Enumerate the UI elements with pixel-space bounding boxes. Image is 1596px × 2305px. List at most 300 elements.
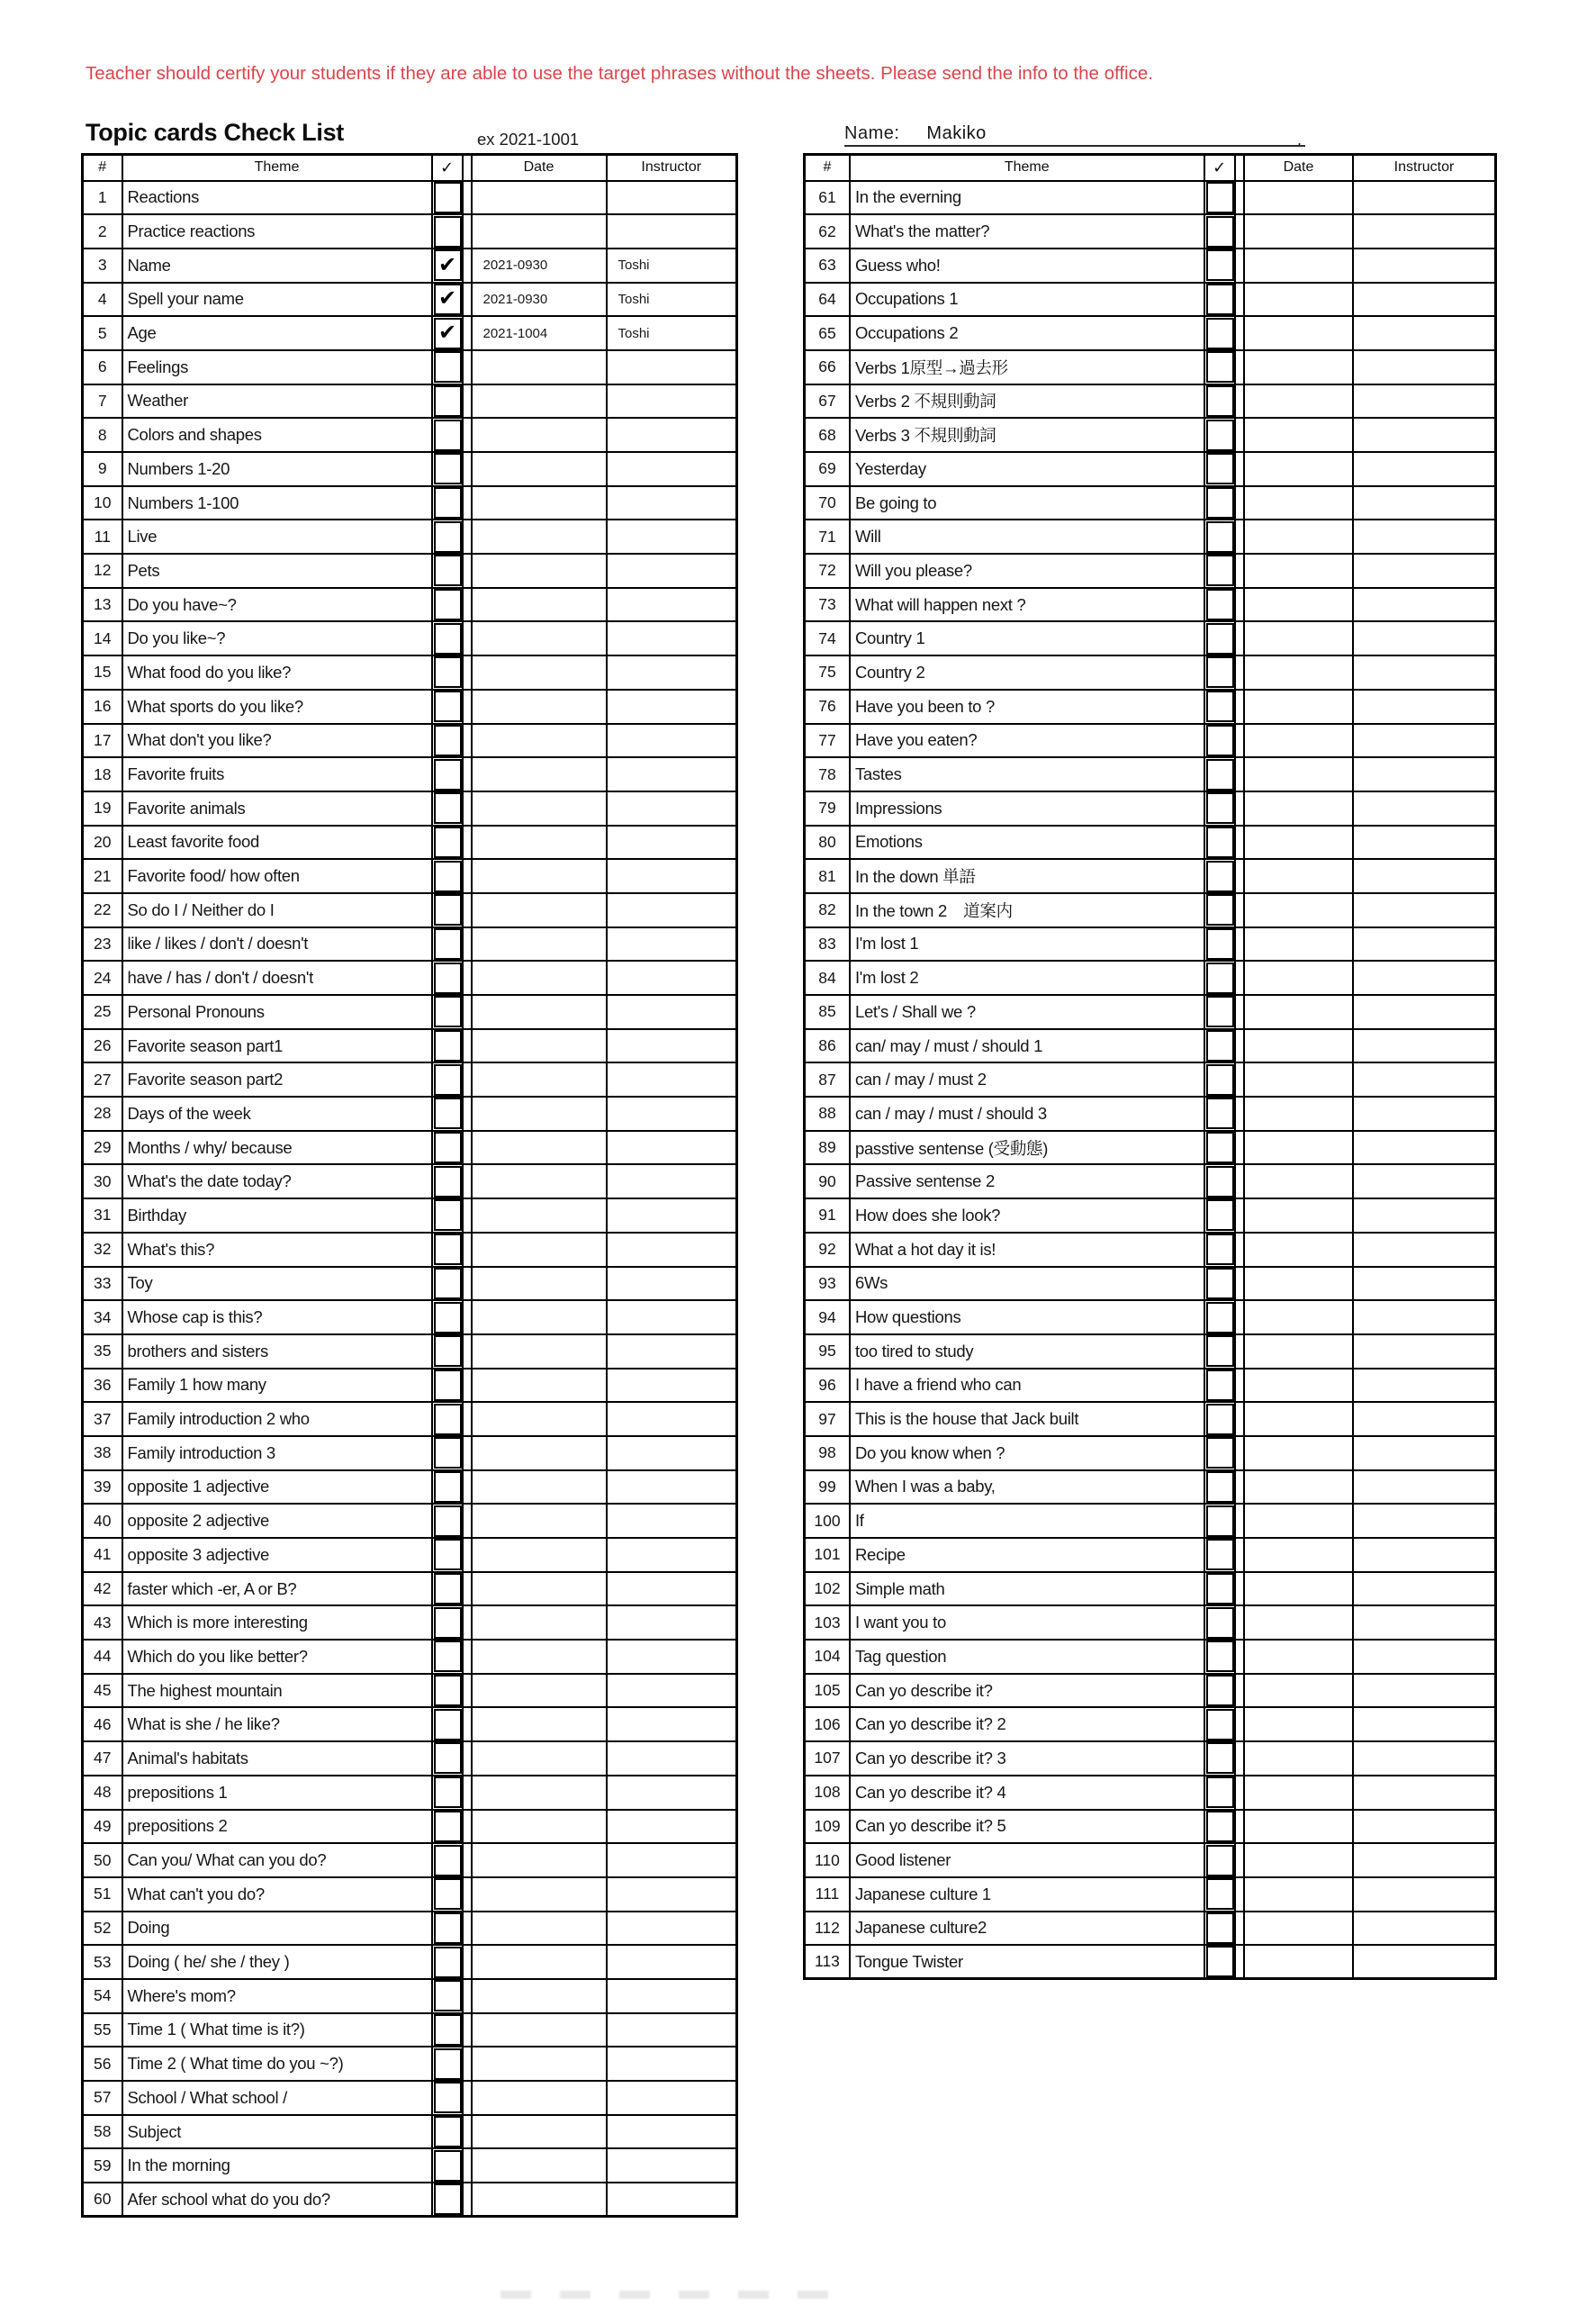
instructor-cell bbox=[607, 724, 737, 758]
gap-cell bbox=[463, 214, 472, 249]
checkbox bbox=[434, 1709, 462, 1740]
instructor-cell bbox=[1353, 316, 1495, 350]
checkbox bbox=[434, 487, 462, 519]
checkbox bbox=[434, 1335, 462, 1367]
theme-cell: Reactions bbox=[122, 181, 432, 215]
checkbox bbox=[1206, 861, 1234, 892]
row-number: 105 bbox=[805, 1674, 850, 1708]
row-number: 111 bbox=[805, 1877, 850, 1912]
checkbox bbox=[1206, 420, 1234, 451]
row-number: 74 bbox=[805, 621, 850, 655]
checkbox bbox=[1206, 1709, 1234, 1740]
check-cell bbox=[432, 621, 463, 655]
instructor-cell bbox=[1353, 791, 1495, 826]
checkbox bbox=[1206, 1268, 1234, 1299]
checkbox bbox=[1206, 1607, 1234, 1639]
date-cell bbox=[472, 1776, 607, 1810]
row-number: 57 bbox=[83, 2081, 122, 2115]
table-row bbox=[805, 1674, 1496, 1708]
instructor-cell bbox=[607, 1334, 737, 1369]
check-cell bbox=[1204, 1912, 1235, 1946]
instructor-cell bbox=[1353, 384, 1495, 419]
gap-cell bbox=[463, 859, 472, 893]
gap-cell bbox=[463, 1402, 472, 1436]
checkbox bbox=[1206, 385, 1234, 417]
instructor-cell bbox=[1353, 1402, 1495, 1436]
table-row bbox=[83, 1945, 737, 1979]
instructor-cell bbox=[607, 2081, 737, 2115]
table-row bbox=[83, 927, 737, 962]
row-number: 90 bbox=[805, 1164, 850, 1198]
row-number: 68 bbox=[805, 418, 850, 452]
date-cell bbox=[1244, 1300, 1353, 1334]
gap-cell bbox=[463, 1674, 472, 1708]
checkbox bbox=[1206, 1845, 1234, 1876]
theme-cell: Live bbox=[122, 520, 432, 554]
date-cell bbox=[1244, 418, 1353, 452]
gap-cell bbox=[463, 1164, 472, 1198]
table-row bbox=[805, 655, 1496, 690]
row-number: 87 bbox=[805, 1062, 850, 1097]
check-cell bbox=[432, 1605, 463, 1640]
check-cell bbox=[432, 859, 463, 893]
row-number: 55 bbox=[83, 2013, 122, 2047]
gap-cell bbox=[1235, 1334, 1244, 1369]
instructor-cell bbox=[1353, 1538, 1495, 1572]
gap-cell bbox=[463, 1267, 472, 1301]
checkbox bbox=[1206, 555, 1234, 586]
date-cell bbox=[472, 486, 607, 520]
check-cell bbox=[432, 791, 463, 826]
instructor-cell bbox=[607, 1504, 737, 1538]
checkbox bbox=[1206, 1505, 1234, 1537]
instructor-cell bbox=[607, 1062, 737, 1097]
check-cell bbox=[432, 1369, 463, 1403]
check-cell bbox=[1204, 520, 1235, 554]
table-row bbox=[805, 1605, 1496, 1640]
date-cell bbox=[1244, 486, 1353, 520]
checkbox bbox=[434, 827, 462, 858]
instructor-cell bbox=[607, 181, 737, 215]
gap-cell bbox=[1235, 1605, 1244, 1640]
instructor-cell bbox=[607, 1097, 737, 1131]
checkbox bbox=[434, 1776, 462, 1808]
checkbox bbox=[1206, 182, 1234, 213]
date-cell: 2021-1004 bbox=[472, 316, 607, 350]
date-cell bbox=[1244, 1062, 1353, 1097]
theme-cell: How questions bbox=[850, 1300, 1204, 1334]
date-cell bbox=[472, 2148, 607, 2183]
gap-cell bbox=[1235, 1164, 1244, 1198]
check-cell bbox=[1204, 554, 1235, 588]
row-number: 96 bbox=[805, 1369, 850, 1403]
row-number: 6 bbox=[83, 350, 122, 384]
date-cell bbox=[1244, 1470, 1353, 1505]
instructor-cell bbox=[607, 961, 737, 995]
table-row bbox=[805, 1741, 1496, 1776]
row-number: 101 bbox=[805, 1538, 850, 1572]
row-number: 102 bbox=[805, 1572, 850, 1606]
instructor-cell bbox=[607, 1300, 737, 1334]
theme-cell: Have you been to ? bbox=[850, 690, 1204, 724]
table-row bbox=[805, 1334, 1496, 1369]
gap-cell bbox=[1235, 927, 1244, 962]
table-row bbox=[805, 1233, 1496, 1267]
date-cell bbox=[1244, 927, 1353, 962]
gap-cell bbox=[463, 1369, 472, 1403]
theme-cell: prepositions 2 bbox=[122, 1810, 432, 1844]
table-row bbox=[83, 350, 737, 384]
gap-cell bbox=[1235, 1776, 1244, 1810]
row-number: 86 bbox=[805, 1029, 850, 1063]
table-row bbox=[805, 621, 1496, 655]
check-cell bbox=[1204, 249, 1235, 283]
instructor-cell bbox=[607, 995, 737, 1029]
theme-cell: So do I / Neither do I bbox=[122, 893, 432, 927]
gap-cell bbox=[1235, 1572, 1244, 1606]
gap-cell bbox=[1235, 859, 1244, 893]
checkbox bbox=[1206, 1675, 1234, 1706]
certify-notice-text: Teacher should certify your students if they are able to use the target phrases without the sheets. Please send the info to the office. bbox=[86, 63, 1153, 84]
theme-cell: Time 1 ( What time is it?) bbox=[122, 2013, 432, 2047]
date-cell bbox=[1244, 1538, 1353, 1572]
row-number: 91 bbox=[805, 1198, 850, 1233]
instructor-cell bbox=[607, 1267, 737, 1301]
theme-cell: can / may / must 2 bbox=[850, 1062, 1204, 1097]
table-row bbox=[83, 1436, 737, 1470]
checkbox bbox=[1206, 1742, 1234, 1774]
instructor-cell bbox=[607, 1131, 737, 1165]
check-cell bbox=[432, 1131, 463, 1165]
date-cell bbox=[1244, 791, 1353, 826]
checkbox bbox=[434, 656, 462, 688]
checkbox bbox=[1206, 1946, 1234, 1977]
gap-cell bbox=[1235, 520, 1244, 554]
table-row bbox=[805, 1945, 1496, 1979]
instructor-cell bbox=[1353, 1097, 1495, 1131]
instructor-cell bbox=[607, 1707, 737, 1741]
checkbox bbox=[1206, 1030, 1234, 1062]
checkbox bbox=[434, 1641, 462, 1672]
table-row bbox=[805, 588, 1496, 622]
checkbox bbox=[434, 453, 462, 484]
row-number: 14 bbox=[83, 621, 122, 655]
check-cell bbox=[432, 995, 463, 1029]
gap-cell bbox=[1235, 1300, 1244, 1334]
table-row bbox=[805, 1402, 1496, 1436]
theme-cell: Numbers 1-100 bbox=[122, 486, 432, 520]
row-number: 16 bbox=[83, 690, 122, 724]
instructor-cell bbox=[1353, 1741, 1495, 1776]
table-row bbox=[805, 181, 1496, 215]
check-cell bbox=[432, 2047, 463, 2081]
table-row bbox=[805, 418, 1496, 452]
checkbox bbox=[434, 1132, 462, 1163]
instructor-cell bbox=[607, 2047, 737, 2081]
table-row bbox=[83, 655, 737, 690]
gap-cell bbox=[1235, 1436, 1244, 1470]
gap-cell bbox=[1235, 1810, 1244, 1844]
checkbox bbox=[434, 1539, 462, 1570]
row-number: 67 bbox=[805, 384, 850, 419]
instructor-cell bbox=[607, 2013, 737, 2047]
column-header-theme: Theme bbox=[850, 155, 1204, 181]
instructor-cell bbox=[1353, 1029, 1495, 1063]
instructor-cell bbox=[607, 621, 737, 655]
date-cell bbox=[1244, 859, 1353, 893]
row-number: 78 bbox=[805, 757, 850, 791]
row-number: 69 bbox=[805, 452, 850, 486]
gap-cell bbox=[463, 350, 472, 384]
date-cell bbox=[1244, 1504, 1353, 1538]
check-cell bbox=[1204, 1369, 1235, 1403]
theme-cell: In the down 単語 bbox=[850, 859, 1204, 893]
date-cell bbox=[472, 1164, 607, 1198]
gap-cell bbox=[1235, 621, 1244, 655]
table-row bbox=[805, 486, 1496, 520]
theme-cell: Can yo describe it? 3 bbox=[850, 1741, 1204, 1776]
check-cell bbox=[432, 181, 463, 215]
date-cell bbox=[1244, 1436, 1353, 1470]
instructor-cell bbox=[607, 655, 737, 690]
checkbox bbox=[434, 1811, 462, 1842]
row-number: 34 bbox=[83, 1300, 122, 1334]
instructor-cell bbox=[607, 2183, 737, 2217]
date-cell bbox=[1244, 1267, 1353, 1301]
theme-cell: Emotions bbox=[850, 826, 1204, 860]
date-cell bbox=[472, 554, 607, 588]
gap-cell bbox=[1235, 1843, 1244, 1877]
check-cell bbox=[1204, 1131, 1235, 1165]
instructor-cell bbox=[607, 452, 737, 486]
gap-cell bbox=[1235, 486, 1244, 520]
instructor-cell bbox=[1353, 418, 1495, 452]
instructor-cell bbox=[1353, 1776, 1495, 1810]
table-row bbox=[805, 961, 1496, 995]
row-number: 65 bbox=[805, 316, 850, 350]
checkbox bbox=[434, 1607, 462, 1639]
checkbox: ✔ bbox=[434, 284, 462, 315]
checkbox bbox=[434, 1947, 462, 1978]
date-cell bbox=[472, 384, 607, 419]
table-row bbox=[83, 826, 737, 860]
instructor-cell bbox=[607, 520, 737, 554]
theme-cell: Colors and shapes bbox=[122, 418, 432, 452]
date-cell bbox=[472, 1436, 607, 1470]
checkbox bbox=[434, 1437, 462, 1469]
theme-cell: Practice reactions bbox=[122, 214, 432, 249]
date-cell bbox=[472, 1945, 607, 1979]
date-cell bbox=[1244, 995, 1353, 1029]
table-row bbox=[805, 1538, 1496, 1572]
instructor-cell bbox=[607, 690, 737, 724]
date-cell bbox=[1244, 283, 1353, 317]
checkbox bbox=[434, 1878, 462, 1910]
check-cell bbox=[432, 1267, 463, 1301]
date-cell bbox=[472, 995, 607, 1029]
table-row bbox=[805, 452, 1496, 486]
checklist-table-right bbox=[803, 153, 1497, 1980]
column-gap bbox=[1235, 155, 1244, 181]
column-header-instructor: Instructor bbox=[1353, 155, 1495, 181]
row-number: 56 bbox=[83, 2047, 122, 2081]
check-cell bbox=[432, 214, 463, 249]
table-row bbox=[83, 1605, 737, 1640]
date-cell bbox=[1244, 1334, 1353, 1369]
instructor-cell bbox=[607, 1979, 737, 2013]
date-cell bbox=[1244, 826, 1353, 860]
checkbox bbox=[1206, 1335, 1234, 1367]
gap-cell bbox=[1235, 1707, 1244, 1741]
date-cell bbox=[472, 2081, 607, 2115]
row-number: 23 bbox=[83, 927, 122, 962]
theme-cell: In the town 2 道案内 bbox=[850, 893, 1204, 927]
row-number: 21 bbox=[83, 859, 122, 893]
check-cell bbox=[432, 350, 463, 384]
checkbox bbox=[434, 1166, 462, 1198]
gap-cell bbox=[463, 1979, 472, 2013]
row-number: 29 bbox=[83, 1131, 122, 1165]
check-cell bbox=[432, 1707, 463, 1741]
table-row bbox=[805, 927, 1496, 962]
row-number: 61 bbox=[805, 181, 850, 215]
check-cell bbox=[1204, 384, 1235, 419]
theme-cell: Japanese culture2 bbox=[850, 1912, 1204, 1946]
instructor-cell bbox=[607, 1538, 737, 1572]
theme-cell: What's this? bbox=[122, 1233, 432, 1267]
instructor-cell bbox=[607, 1198, 737, 1233]
instructor-cell bbox=[607, 1674, 737, 1708]
row-number: 110 bbox=[805, 1843, 850, 1877]
check-cell bbox=[1204, 1164, 1235, 1198]
checkbox bbox=[434, 2150, 462, 2182]
table-row bbox=[83, 1097, 737, 1131]
instructor-cell bbox=[1353, 757, 1495, 791]
instructor-cell bbox=[607, 1605, 737, 1640]
date-cell bbox=[1244, 249, 1353, 283]
date-cell bbox=[1244, 1945, 1353, 1979]
date-cell bbox=[1244, 1198, 1353, 1233]
checkbox: ✔ bbox=[434, 318, 462, 349]
table-row bbox=[805, 1131, 1496, 1165]
check-cell bbox=[1204, 1945, 1235, 1979]
row-number: 12 bbox=[83, 554, 122, 588]
checkbox bbox=[434, 725, 462, 756]
checkbox bbox=[1206, 725, 1234, 756]
gap-cell bbox=[1235, 452, 1244, 486]
row-number: 7 bbox=[83, 384, 122, 419]
gap-cell bbox=[1235, 1877, 1244, 1912]
date-cell bbox=[472, 1062, 607, 1097]
row-number: 66 bbox=[805, 350, 850, 384]
table-row bbox=[83, 1707, 737, 1741]
theme-cell: Do you know when ? bbox=[850, 1436, 1204, 1470]
row-number: 30 bbox=[83, 1164, 122, 1198]
table-row bbox=[83, 2148, 737, 2183]
row-number: 13 bbox=[83, 588, 122, 622]
checkbox bbox=[434, 2116, 462, 2147]
gap-cell bbox=[463, 961, 472, 995]
checkbox bbox=[434, 1268, 462, 1299]
theme-cell: Favorite season part2 bbox=[122, 1062, 432, 1097]
theme-cell: Can yo describe it? 2 bbox=[850, 1707, 1204, 1741]
check-cell bbox=[432, 1912, 463, 1946]
table-row bbox=[805, 1097, 1496, 1131]
date-cell bbox=[472, 1504, 607, 1538]
checkbox bbox=[1206, 1573, 1234, 1604]
table-row bbox=[805, 1436, 1496, 1470]
instructor-cell bbox=[607, 1369, 737, 1403]
gap-cell bbox=[463, 1334, 472, 1369]
checkbox bbox=[1206, 1199, 1234, 1231]
date-cell bbox=[1244, 214, 1353, 249]
instructor-cell bbox=[1353, 995, 1495, 1029]
theme-cell: Guess who! bbox=[850, 249, 1204, 283]
column-gap bbox=[463, 155, 472, 181]
theme-cell: This is the house that Jack built bbox=[850, 1402, 1204, 1436]
gap-cell bbox=[1235, 316, 1244, 350]
table-row bbox=[83, 724, 737, 758]
instructor-cell bbox=[607, 1912, 737, 1946]
row-number: 51 bbox=[83, 1877, 122, 1912]
theme-cell: Can yo describe it? 4 bbox=[850, 1776, 1204, 1810]
row-number: 22 bbox=[83, 893, 122, 927]
theme-cell: faster which -er, A or B? bbox=[122, 1572, 432, 1606]
gap-cell bbox=[463, 1945, 472, 1979]
theme-cell: Impressions bbox=[850, 791, 1204, 826]
theme-cell: like / likes / don't / doesn't bbox=[122, 927, 432, 962]
gap-cell bbox=[1235, 1131, 1244, 1165]
row-number: 8 bbox=[83, 418, 122, 452]
check-cell bbox=[432, 2013, 463, 2047]
checkbox bbox=[1206, 1437, 1234, 1469]
instructor-cell bbox=[1353, 724, 1495, 758]
table-row bbox=[805, 554, 1496, 588]
gap-cell bbox=[1235, 1640, 1244, 1674]
table-row bbox=[83, 1912, 737, 1946]
check-cell bbox=[432, 1097, 463, 1131]
date-cell bbox=[1244, 554, 1353, 588]
theme-cell: Be going to bbox=[850, 486, 1204, 520]
theme-cell: Can yo describe it? 5 bbox=[850, 1810, 1204, 1844]
checkbox bbox=[434, 385, 462, 417]
table-row bbox=[83, 961, 737, 995]
checkbox bbox=[434, 1199, 462, 1231]
date-cell bbox=[1244, 961, 1353, 995]
row-number: 26 bbox=[83, 1029, 122, 1063]
row-number: 53 bbox=[83, 1945, 122, 1979]
table-row bbox=[805, 757, 1496, 791]
check-cell bbox=[432, 249, 463, 283]
row-number: 3 bbox=[83, 249, 122, 283]
table-row bbox=[83, 486, 737, 520]
theme-cell: too tired to study bbox=[850, 1334, 1204, 1369]
checkbox bbox=[1206, 759, 1234, 791]
date-cell bbox=[472, 1674, 607, 1708]
date-cell bbox=[472, 724, 607, 758]
table-row bbox=[805, 1164, 1496, 1198]
instructor-cell bbox=[607, 1029, 737, 1063]
table-row bbox=[805, 1707, 1496, 1741]
theme-cell: Family introduction 3 bbox=[122, 1436, 432, 1470]
gap-cell bbox=[463, 2148, 472, 2183]
row-number: 40 bbox=[83, 1504, 122, 1538]
check-cell bbox=[1204, 1605, 1235, 1640]
row-number: 79 bbox=[805, 791, 850, 826]
header-row bbox=[83, 155, 737, 181]
gap-cell bbox=[463, 1912, 472, 1946]
table-row bbox=[83, 1979, 737, 2013]
